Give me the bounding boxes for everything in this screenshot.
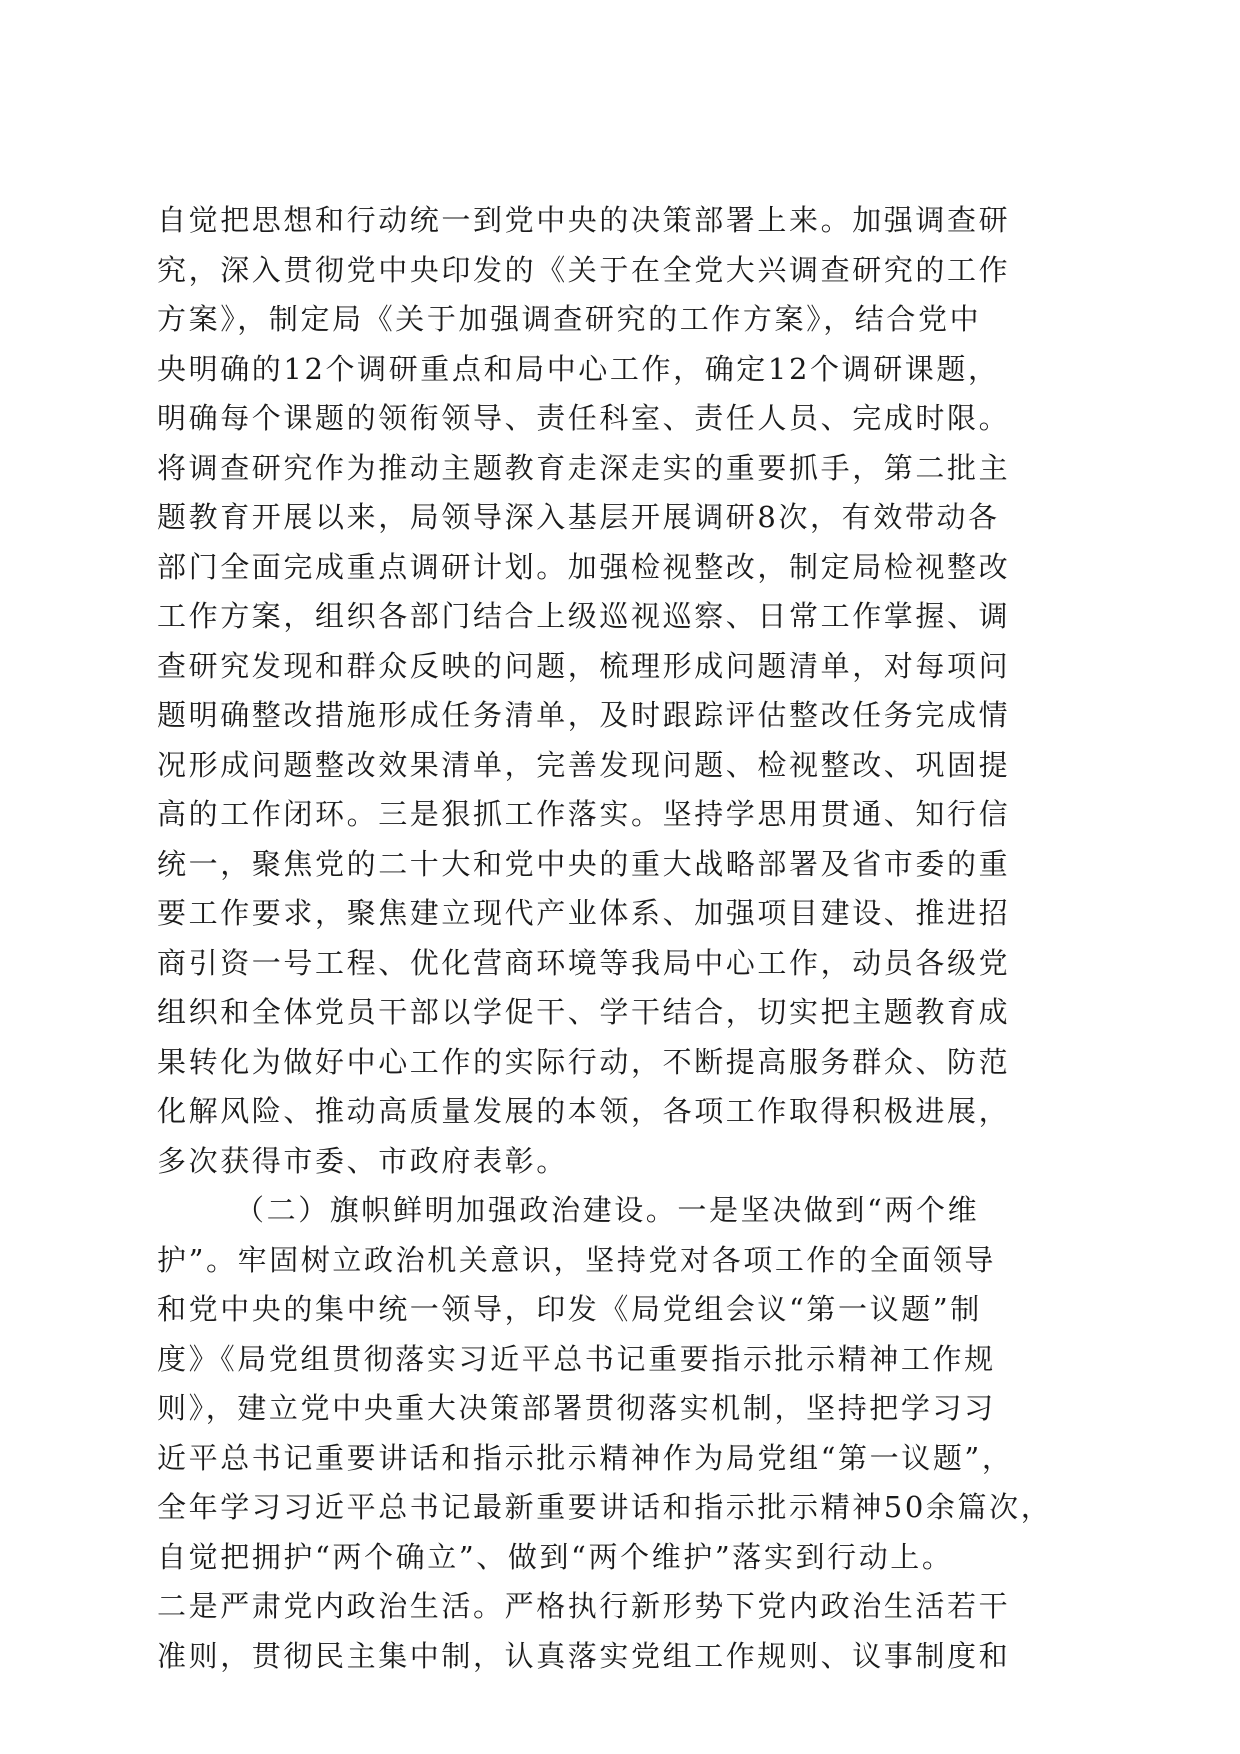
text-line: （二）旗帜鲜明加强政治建设。一是坚决做到“两个维 <box>235 1193 980 1227</box>
text-line: 护”。牢固树立政治机关意识，坚持党对各项工作的全面领导 <box>157 1242 997 1277</box>
text-line: 近平总书记重要讲话和指示批示精神作为局党组“第一议题”， <box>157 1440 1014 1475</box>
text-line: 要工作要求，聚焦建立现代产业体系、加强项目建设、推进招 <box>157 896 1011 930</box>
text-line: 和党中央的集中统一领导，印发《局党组会议“第一议题”制 <box>157 1292 982 1326</box>
text-line: 题明确整改措施形成任务清单，及时跟踪评估整改任务完成情 <box>157 698 1011 732</box>
text-line: 自觉把思想和行动统一到党中央的决策部署上来。加强调查研 <box>157 203 1011 237</box>
text-line: 组织和全体党员干部以学促干、学干结合，切实把主题教育成 <box>157 995 1011 1029</box>
text-line: 将调查研究作为推动主题教育走深走实的重要抓手，第二批主 <box>157 450 1011 485</box>
text-line: 自觉把拥护“两个确立”、做到“两个维护”落实到行动上。 <box>157 1539 954 1574</box>
text-line: 央明确的12个调研重点和局中心工作，确定12个调研课题， <box>157 351 1000 386</box>
body-text <box>157 196 1087 1681</box>
text-line: 题教育开展以来，局领导深入基层开展调研8次，有效带动各 <box>157 500 1000 534</box>
text-line: 多次获得市委、市政府表彰。 <box>157 1143 568 1178</box>
text-line: 统一，聚焦党的二十大和党中央的重大战略部署及省市委的重 <box>157 846 1011 881</box>
text-line: 究，深入贯彻党中央印发的《关于在全党大兴调查研究的工作 <box>157 252 1011 287</box>
text-line: 准则，贯彻民主集中制，认真落实党组工作规则、议事制度和 <box>157 1638 1011 1673</box>
text-line: 度》《局党组贯彻落实习近平总书记重要指示批示精神工作规 <box>157 1341 996 1376</box>
text-line: 高的工作闭环。三是狠抓工作落实。坚持学思用贯通、知行信 <box>157 797 1011 831</box>
text-line: 果转化为做好中心工作的实际行动，不断提高服务群众、防范 <box>157 1044 1011 1079</box>
text-line: 况形成问题整改效果清单，完善发现问题、检视整改、巩固提 <box>157 747 1011 782</box>
text-line: 化解风险、推动高质量发展的本领，各项工作取得积极进展， <box>157 1094 1011 1128</box>
text-line: 商引资一号工程、优化营商环境等我局中心工作，动员各级党 <box>157 945 1011 980</box>
text-line: 明确每个课题的领衔领导、责任科室、责任人员、完成时限。 <box>157 401 1011 435</box>
text-line: 查研究发现和群众反映的问题，梳理形成问题清单，对每项问 <box>157 648 1011 683</box>
text-line: 全年学习习近平总书记最新重要讲话和指示批示精神50余篇次， <box>157 1490 1053 1524</box>
text-line: 则》，建立党中央重大决策部署贯彻落实机制，坚持把学习习 <box>157 1391 996 1425</box>
text-line: 二是严肃党内政治生活。严格执行新形势下党内政治生活若干 <box>157 1589 1011 1623</box>
text-line: 方案》，制定局《关于加强调查研究的工作方案》，结合党中 <box>157 302 982 336</box>
text-line: 部门全面完成重点调研计划。加强检视整改，制定局检视整改 <box>157 549 1011 584</box>
text-line: 工作方案，组织各部门结合上级巡视巡察、日常工作掌握、调 <box>157 599 1011 633</box>
